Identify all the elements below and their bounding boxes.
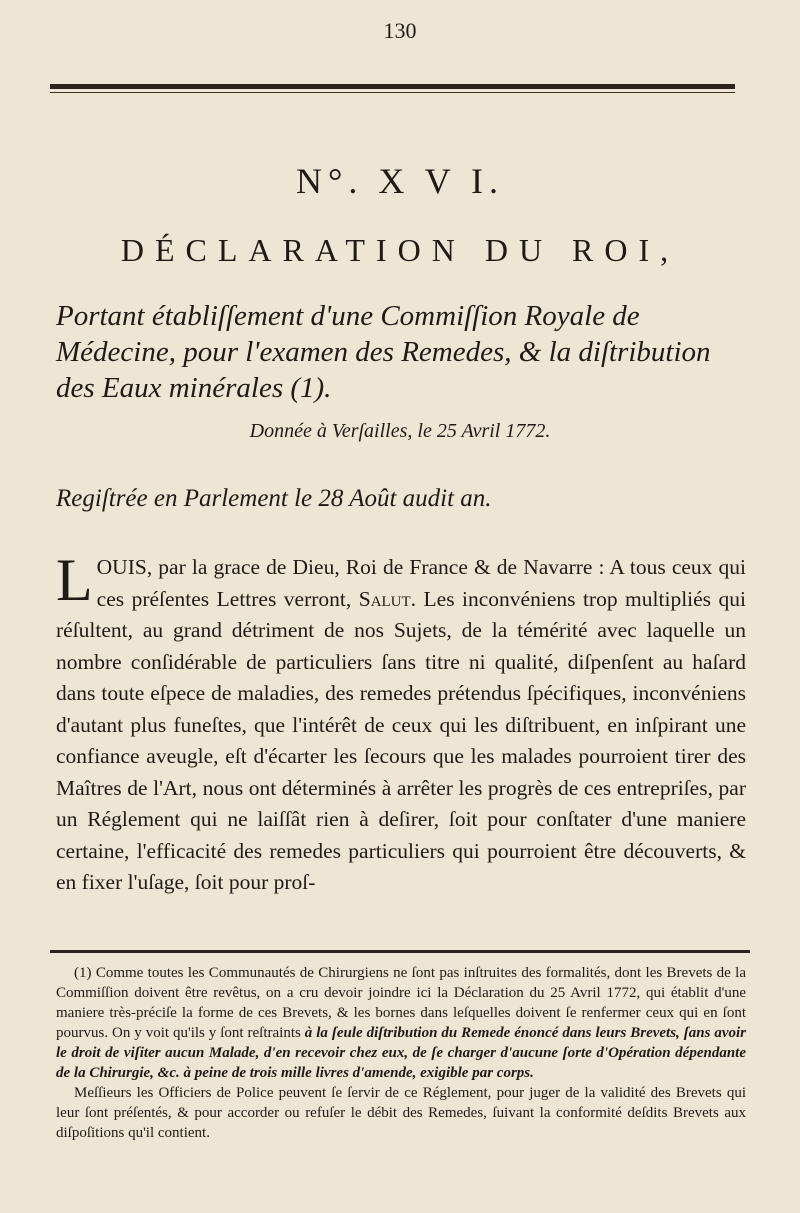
header-rule-thin [50,92,735,93]
footnote-rule [50,950,750,953]
drop-capital: L [56,547,93,613]
declaration-title: DÉCLARATION DU ROI, [120,232,680,268]
opening-text: OUIS, par la grace de Dieu, Roi de France & de Navarre : A tous ceux qui ces préſentes Lettres verront, [96,555,746,611]
footnote-italic-text: à la ſeule diſtribution du Remede énoncé dans leurs Brevets, ſans avoir le droit de viſiter aucun Malade, d'en recevoir chez eux, de ſe charger d'aucune ſorte d'Opération dépendante de la Chirurgie, &c. à peine de trois mille livres d'amende, exigible par corps. [56,1025,747,1081]
body-paragraph: Les inconvéniens trop multipliés qui réſultent, au grand détriment de nos Sujets, de la témérité avec laquelle un nombre conſidérable de particuliers ſans titre ni qualité, diſpenſent au haſard dans toute eſpece de maladies, des remedes prétendus ſpécifiques, inconvéniens d'autant plus funeſtes, que l'intérêt de ceux qui les diſtribuent, en inſpirant une confiance aveugle, eſt d'écarter les ſecours que les malades pourroient tirer des Maîtres de l'Art, nous ont déterminés à arrêter les progrès de ces entrepriſes, par un Réglement qui ne laiſſât rien à deſirer, ſoit pour conſtater d'une maniere certaine, l'efficacité des remedes particuliers qui pourroient être découverts, & en fixer l'uſage, ſoit pour proſ- [56,586,746,894]
main-text [56,547,746,899]
registration-line: Regiſtrée en Parlement le 28 Août audit an. [56,485,492,512]
footnote-paragraph-2: Meſſieurs les Officiers de Police peuvent ſe ſervir de ce Réglement, pour juger de la validité des Brevets qui leur ſont préſentés, & pour accorder ou refuſer le débit des Remedes, ſuivant la conformité deſdits Brevets aux diſpoſitions qu'il contient. [56,1085,746,1141]
document-number: N°. X V I. [295,161,505,201]
footnote-paragraph-1 [56,963,746,1083]
footnote-text: (1) Comme toutes les Communautés de Chirurgiens ne ſont pas inſtruites des formalités, dont les Brevets de la Commiſſion doivent être revêtus, on a cru devoir joindre ici la Déclaration du 25 Avril 1772, qui établit d'une maniere très-préciſe la forme de ces Brevets, & les bornes dans leſquelles doivent ſe renfermer ceux qui en ſont pourvus. On y voit qu'ils y ſont reſtraints [56,965,746,1041]
footnote [56,963,746,1143]
date-given: Donnée à Verſailles, le 25 Avril 1772. [249,420,551,442]
declaration-subtitle: Portant établiſſement d'une Commiſſion Royale de Médecine, pour l'examen des Remedes, & la diſtribution des Eaux minérales (1). [56,300,711,404]
header-rule [50,84,735,89]
page-number: 130 [383,18,417,43]
salut-word: Salut. [358,586,417,611]
